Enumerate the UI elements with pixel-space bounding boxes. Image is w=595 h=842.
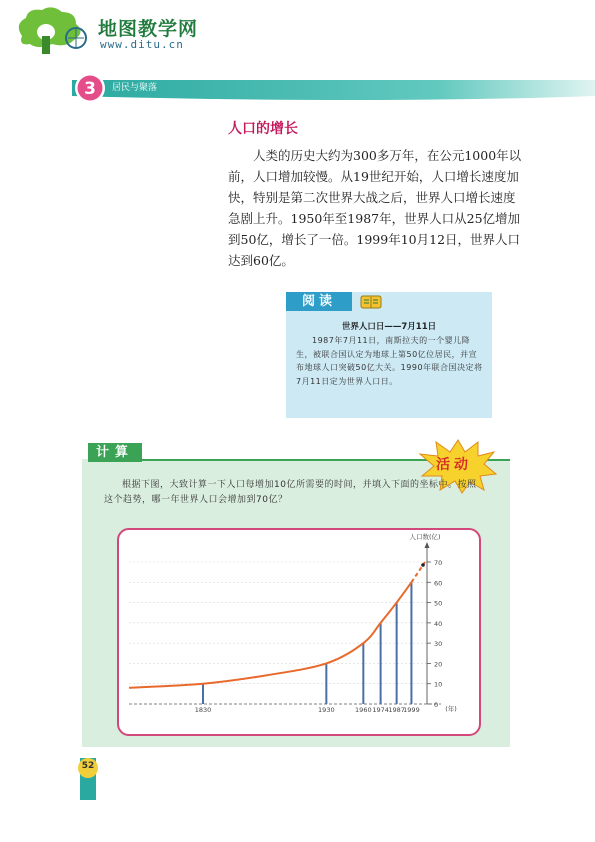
x-axis-label: (年)	[445, 705, 457, 713]
y-axis-label: 人口数(亿)	[409, 533, 441, 541]
y-tick-label: 40	[434, 619, 443, 628]
projection-point	[421, 563, 425, 567]
y-tick-label: 20	[434, 660, 443, 669]
x-tick-label: 1974	[372, 706, 389, 714]
reading-title: 世界人口日——7月11日	[341, 322, 437, 332]
population-curve	[129, 582, 411, 687]
activity-tab: 计算	[88, 443, 142, 462]
x-tick-label: 1830	[194, 706, 212, 714]
book-icon	[360, 294, 382, 310]
reading-text: 1987年7月11日，南斯拉夫的一个婴儿降生，被联合国认定为地球上第50亿位居民，并宣布地球人口突破50亿大关。1990年联合国决定将7月11日定为世界人口日。	[296, 336, 483, 386]
reading-tab: 阅读	[286, 292, 352, 311]
section-title: 人口的增长	[228, 121, 298, 137]
site-url: www.ditu.cn	[100, 38, 184, 51]
y-tick-label: 60	[434, 579, 443, 588]
y-axis-arrow	[425, 542, 430, 548]
y-tick-label: 10	[434, 680, 443, 689]
chapter-number: 3	[84, 79, 96, 99]
site-title: 地图教学网	[98, 18, 199, 40]
x-tick-label: 1930	[318, 706, 335, 714]
population-chart	[117, 528, 481, 736]
x-tick-label: 1960	[355, 706, 372, 714]
x-tick-label: 1999	[403, 706, 420, 714]
y-tick-label: 50	[434, 599, 443, 608]
y-tick-label: 30	[434, 640, 443, 649]
activity-instruction: 根据下图，大致计算一下人口每增加10亿所需要的时间，并填入下面的坐标中。按照这个趋势，哪一年世界人口会增加到70亿？	[104, 480, 477, 505]
tree-logo-icon	[12, 6, 92, 56]
activity-badge: 活动	[436, 457, 472, 473]
x-tick-label: 1987	[388, 706, 405, 714]
section-paragraph: 人类的历史大约为300多万年，在公元1000年以前，人口增加较慢。从19世纪开始，人口增长速度加快，特别是第二次世界大战之后，世界人口增长速度急剧上升。1950年至1987年，世界人口从25亿增加到50亿，增长了一倍。1999年10月12日，世界人口达到60亿。	[228, 148, 522, 268]
chapter-number-badge	[74, 72, 106, 104]
y-tick-label: 70	[434, 559, 443, 567]
y-tick-label: 0	[434, 701, 439, 709]
chapter-title: 居民与聚落	[112, 83, 158, 93]
page-number: 52	[81, 761, 95, 771]
